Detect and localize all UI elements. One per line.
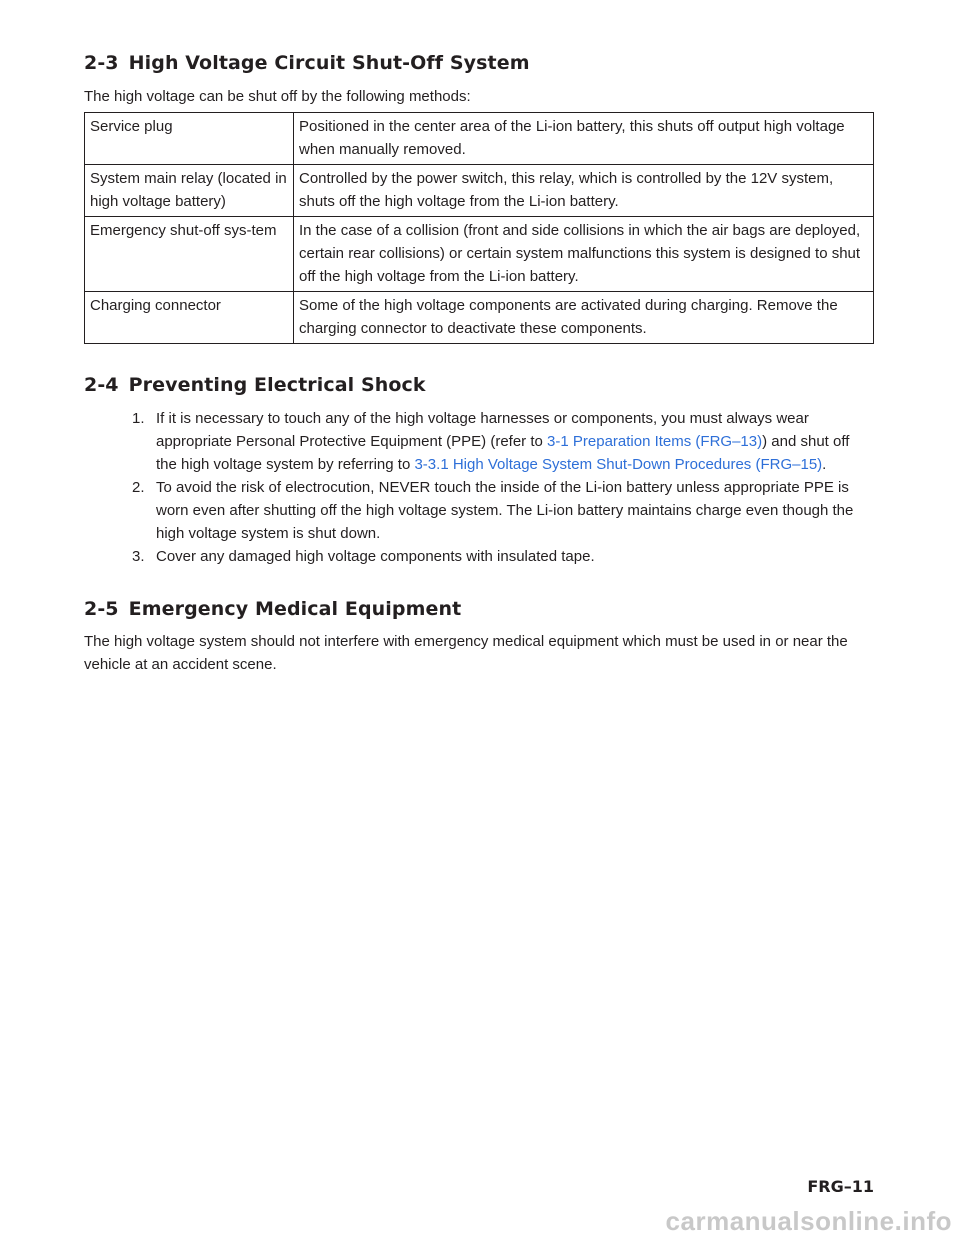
section-number: 2-5 [84,598,119,620]
table-row [85,292,874,344]
shutoff-methods-table [84,112,874,344]
watermark[interactable]: carmanualsonline.info [665,1206,952,1236]
item-text: . [822,456,827,473]
section-title: Emergency Medical Equipment [128,598,462,620]
table-row [85,217,874,292]
method-cell: Charging connector [85,292,294,344]
section-2-4-heading [84,374,874,396]
link-preparation-items[interactable]: 3-1 Preparation Items (FRG–13) [547,433,763,450]
table-row [85,113,874,165]
section-title: High Voltage Circuit Shut-Off System [128,52,530,74]
section-2-3-heading [84,52,874,74]
list-item [84,545,874,568]
list-item [84,476,874,545]
section-number: 2-4 [84,374,119,396]
section-2-5-heading [84,598,874,620]
shock-prevention-list [84,407,874,568]
method-cell: Emergency shut-off sys-tem [85,217,294,292]
link-shutdown-procedures[interactable]: 3-3.1 High Voltage System Shut-Down Procedures (FRG–15) [414,456,823,473]
section-2-5 [84,598,874,676]
page-content [84,52,874,676]
item-text: Cover any damaged high voltage components with insulated tape. [156,548,595,565]
item-number: 2. [132,479,145,496]
item-text: If it is necessary to touch any of the high voltage harnesses or components, you must always wear appropriate Personal Protective Equipment (PPE) (refer to [156,410,809,450]
method-cell: Service plug [85,113,294,165]
section-title: Preventing Electrical Shock [128,374,426,396]
item-number: 3. [132,548,145,565]
description-cell: Positioned in the center area of the Li-ion battery, this shuts off output high voltage when manually removed. [294,113,874,165]
description-cell: Controlled by the power switch, this relay, which is controlled by the 12V system, shuts off the high voltage from the Li-ion battery. [294,165,874,217]
page-number: FRG–11 [807,1177,874,1196]
description-cell: Some of the high voltage components are activated during charging. Remove the charging connector to deactivate these components. [294,292,874,344]
method-cell: System main relay (located in high voltage battery) [85,165,294,217]
description-cell: In the case of a collision (front and side collisions in which the air bags are deployed, certain rear collisions) or certain system malfunctions this system is designed to shut off the high voltage from the Li-ion battery. [294,217,874,292]
list-item [84,407,874,476]
item-text: ) and shut off the high voltage system by referring to [156,433,850,473]
section-2-3-intro: The high voltage can be shut off by the following methods: [84,88,471,105]
section-number: 2-3 [84,52,119,74]
table-row [85,165,874,217]
section-2-5-body: The high voltage system should not interfere with emergency medical equipment which must be used in or near the vehicle at an accident scene. [84,633,848,673]
item-number: 1. [132,410,145,427]
item-text: To avoid the risk of electrocution, NEVER touch the inside of the Li-ion battery unless appropriate PPE is worn even after shutting off the high voltage system. The Li-ion battery maintains charge even though the high voltage system is shut down. [156,479,854,542]
